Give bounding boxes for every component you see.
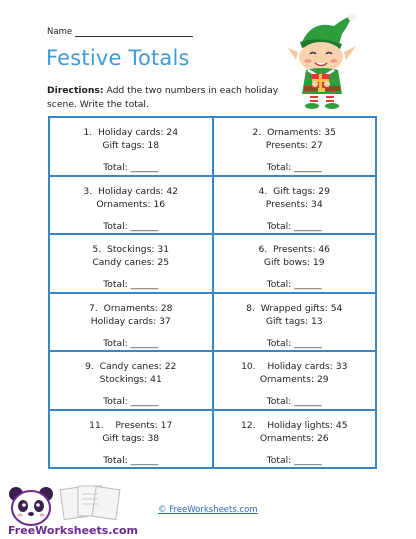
problem-cell	[49, 351, 213, 410]
name-line[interactable]	[75, 27, 193, 37]
total-blank[interactable]: Total: ______	[103, 396, 159, 407]
problem-cell	[213, 117, 377, 176]
problem-grid	[48, 116, 377, 469]
problem-line-1: 12. Holiday lights: 45	[240, 419, 348, 431]
problem-line-2: Stockings: 41	[99, 374, 162, 385]
problem-line-2: Holiday cards: 37	[90, 315, 171, 327]
problem-line-1: 6. Presents: 46	[258, 244, 331, 255]
total-blank[interactable]: Total: ______	[103, 454, 159, 466]
total-blank[interactable]: Total: ______	[266, 337, 322, 349]
total-blank[interactable]: Total: ______	[103, 220, 159, 232]
total-blank[interactable]: Total: ______	[266, 162, 322, 173]
elf-illustration	[282, 12, 362, 110]
directions-label: Directions:	[47, 85, 104, 96]
problem-line-2: Presents: 34	[265, 198, 323, 210]
problem-line-1: 2. Ornaments: 35	[252, 127, 336, 138]
problem-line-2: Gift tags: 13	[265, 315, 323, 327]
problem-cell	[49, 176, 213, 235]
problem-line-1: 7. Ornaments: 28	[89, 302, 173, 314]
problem-line-1: 5. Stockings: 31	[92, 244, 170, 255]
problem-line-1: 10. Holiday cards: 33	[241, 361, 348, 372]
total-blank[interactable]: Total: ______	[103, 279, 159, 290]
problem-line-1: 11. Presents: 17	[89, 419, 173, 431]
page-title: Festive Totals	[46, 46, 190, 70]
directions	[47, 84, 297, 112]
name-label: Name	[47, 27, 73, 37]
problem-cell	[213, 410, 377, 469]
problem-line-1: 8. Wrapped gifts: 54	[246, 302, 343, 314]
problem-line-1: 1. Holiday cards: 24	[83, 127, 179, 138]
problem-line-1: 3. Holiday cards: 42	[83, 185, 179, 197]
logo-text: FreeWorksheets.com	[8, 524, 139, 537]
problem-cell	[213, 234, 377, 293]
problem-cell	[49, 293, 213, 352]
copyright-link[interactable]: © FreeWorksheets.com	[158, 505, 258, 515]
problem-line-2: Presents: 27	[265, 140, 323, 151]
total-blank[interactable]: Total: ______	[266, 279, 322, 290]
total-blank[interactable]: Total: ______	[266, 454, 322, 466]
problem-line-2: Gift tags: 38	[102, 432, 160, 444]
problem-line-2: Ornaments: 29	[259, 374, 329, 385]
problem-cell	[49, 234, 213, 293]
problem-cell	[49, 410, 213, 469]
total-blank[interactable]: Total: ______	[266, 396, 322, 407]
problem-line-2: Gift tags: 18	[102, 140, 160, 151]
total-blank[interactable]: Total: ______	[103, 162, 159, 173]
problem-cell	[213, 176, 377, 235]
problem-line-1: 4. Gift tags: 29	[258, 185, 330, 197]
problem-line-2: Gift bows: 19	[263, 257, 325, 268]
total-blank[interactable]: Total: ______	[266, 220, 322, 232]
name-field	[47, 27, 193, 37]
problem-cell	[49, 117, 213, 176]
problem-line-2: Ornaments: 26	[259, 432, 329, 444]
total-blank[interactable]: Total: ______	[103, 337, 159, 349]
problem-line-2: Ornaments: 16	[96, 198, 166, 210]
directions-text: Add the two numbers in each holiday scene. Write the total.	[47, 85, 279, 110]
problem-cell	[213, 293, 377, 352]
panda-logo	[4, 482, 154, 539]
problem-line-1: 9. Candy canes: 22	[85, 361, 177, 372]
problem-line-2: Candy canes: 25	[92, 257, 170, 268]
problem-cell	[213, 351, 377, 410]
